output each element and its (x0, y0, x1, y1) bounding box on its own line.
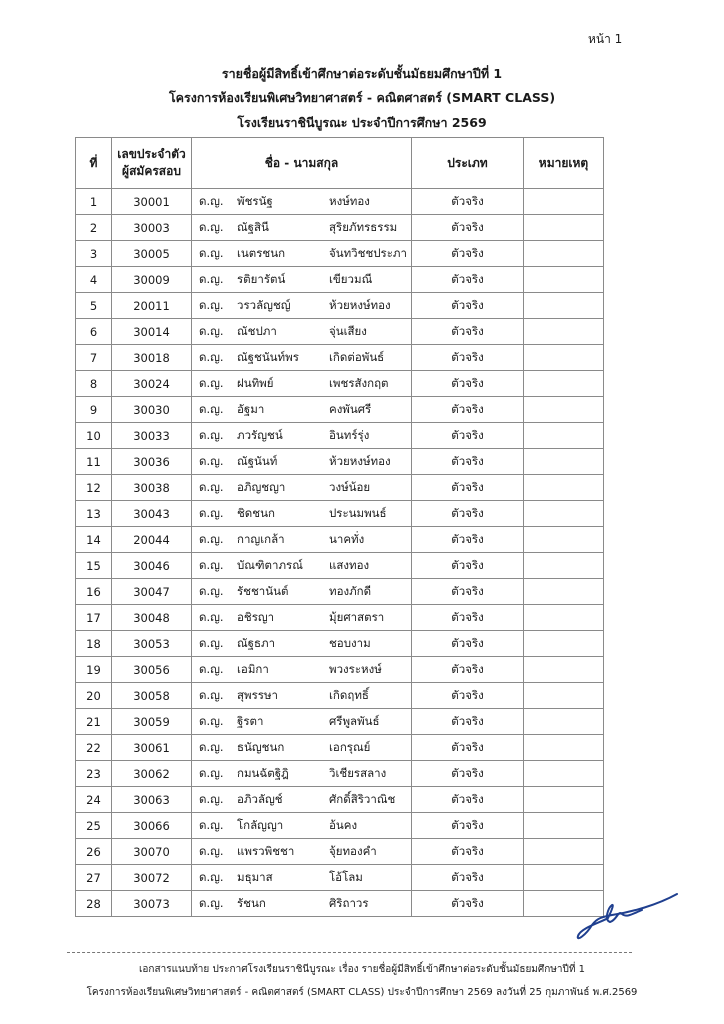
table-row (76, 605, 604, 631)
row-last-name: จันทวิชชประภา (329, 245, 407, 260)
footer-divider (67, 952, 632, 953)
row-name-cell (192, 319, 412, 345)
row-name-cell (192, 527, 412, 553)
table-row (76, 891, 604, 917)
row-note (524, 215, 604, 241)
row-first-name: ณัชปภา (237, 323, 277, 338)
row-type: ตัวจริง (412, 423, 524, 449)
row-applicant-id: 30073 (112, 891, 192, 917)
row-first-name: มธุมาส (237, 869, 273, 884)
table-row (76, 761, 604, 787)
row-name-cell (192, 475, 412, 501)
row-type: ตัวจริง (412, 475, 524, 501)
row-applicant-id: 30043 (112, 501, 192, 527)
row-no: 27 (76, 865, 112, 891)
col-header-id-line1: เลขประจำตัว (117, 147, 186, 161)
row-name-cell (192, 189, 412, 215)
row-name-cell (192, 839, 412, 865)
row-last-name: อ้นคง (329, 817, 358, 832)
row-applicant-id: 30038 (112, 475, 192, 501)
row-type: ตัวจริง (412, 605, 524, 631)
row-first-name: พัชรนัฐ (237, 193, 273, 208)
row-applicant-id: 30058 (112, 683, 192, 709)
row-first-name: ชิดชนก (237, 505, 275, 520)
row-type: ตัวจริง (412, 657, 524, 683)
table-row (76, 631, 604, 657)
row-type: ตัวจริง (412, 527, 524, 553)
row-type: ตัวจริง (412, 397, 524, 423)
row-type: ตัวจริง (412, 241, 524, 267)
row-last-name: เพชรสังกฤต (329, 375, 389, 390)
row-prefix: ด.ญ. (199, 479, 224, 494)
row-prefix: ด.ญ. (199, 245, 224, 260)
row-type: ตัวจริง (412, 891, 524, 917)
row-type: ตัวจริง (412, 735, 524, 761)
row-type: ตัวจริง (412, 345, 524, 371)
row-applicant-id: 30005 (112, 241, 192, 267)
row-first-name: ฐิรตา (237, 713, 264, 728)
row-type: ตัวจริง (412, 865, 524, 891)
table-row (76, 449, 604, 475)
table-row (76, 527, 604, 553)
row-prefix: ด.ญ. (199, 843, 224, 858)
row-no: 11 (76, 449, 112, 475)
row-type: ตัวจริง (412, 683, 524, 709)
table-row (76, 423, 604, 449)
row-note (524, 579, 604, 605)
row-type: ตัวจริง (412, 579, 524, 605)
row-name-cell (192, 423, 412, 449)
row-prefix: ด.ญ. (199, 401, 224, 416)
row-applicant-id: 30066 (112, 813, 192, 839)
row-name-cell (192, 553, 412, 579)
row-no: 22 (76, 735, 112, 761)
row-type: ตัวจริง (412, 319, 524, 345)
row-applicant-id: 30070 (112, 839, 192, 865)
row-prefix: ด.ญ. (199, 609, 224, 624)
row-type: ตัวจริง (412, 189, 524, 215)
row-name-cell (192, 813, 412, 839)
table-row (76, 501, 604, 527)
row-note (524, 423, 604, 449)
row-note (524, 241, 604, 267)
footer-line-1: เอกสารแนบท้าย ประกาศโรงเรียนราชินีบูรณะ เรื่อง รายชื่อผู้มีสิทธิ์เข้าศึกษาต่อระดับชั้นมัธยมศึกษาปีที่ 1 (139, 964, 585, 975)
row-applicant-id: 30048 (112, 605, 192, 631)
row-name-cell (192, 397, 412, 423)
table-row (76, 709, 604, 735)
row-note (524, 189, 604, 215)
row-applicant-id: 30063 (112, 787, 192, 813)
signature (572, 880, 682, 950)
row-no: 7 (76, 345, 112, 371)
row-prefix: ด.ญ. (199, 453, 224, 468)
row-no: 10 (76, 423, 112, 449)
row-last-name: เอกรุณย์ (329, 739, 371, 754)
row-type: ตัวจริง (412, 709, 524, 735)
row-note (524, 709, 604, 735)
row-prefix: ด.ญ. (199, 817, 224, 832)
row-name-cell (192, 657, 412, 683)
table-header-row (76, 138, 604, 189)
row-no: 3 (76, 241, 112, 267)
row-no: 26 (76, 839, 112, 865)
row-name-cell (192, 293, 412, 319)
row-applicant-id: 30059 (112, 709, 192, 735)
row-prefix: ด.ญ. (199, 791, 224, 806)
row-first-name: วรวลัญชญ์ (237, 297, 291, 312)
row-prefix: ด.ญ. (199, 323, 224, 338)
row-note (524, 319, 604, 345)
row-no: 13 (76, 501, 112, 527)
table-row (76, 735, 604, 761)
row-first-name: กมนฉัตฐิฎิ (237, 765, 289, 780)
row-no: 1 (76, 189, 112, 215)
row-no: 14 (76, 527, 112, 553)
row-first-name: ฝนทิพย์ (237, 375, 274, 390)
page-number: หน้า 1 (588, 32, 623, 46)
row-note (524, 371, 604, 397)
row-name-cell (192, 371, 412, 397)
col-header-id (112, 138, 192, 189)
row-no: 25 (76, 813, 112, 839)
row-applicant-id: 30001 (112, 189, 192, 215)
table-row (76, 267, 604, 293)
row-name-cell (192, 449, 412, 475)
row-last-name: แสงทอง (329, 557, 370, 572)
row-no: 6 (76, 319, 112, 345)
row-name-cell (192, 735, 412, 761)
row-prefix: ด.ญ. (199, 765, 224, 780)
row-first-name: อภิวลัญช์ (237, 791, 283, 806)
row-note (524, 501, 604, 527)
row-name-cell (192, 865, 412, 891)
row-note (524, 267, 604, 293)
row-type: ตัวจริง (412, 787, 524, 813)
row-name-cell (192, 709, 412, 735)
row-applicant-id: 20044 (112, 527, 192, 553)
table-row (76, 397, 604, 423)
table-row (76, 345, 604, 371)
row-no: 16 (76, 579, 112, 605)
row-name-cell (192, 267, 412, 293)
row-no: 18 (76, 631, 112, 657)
row-last-name: ห้วยหงษ์ทอง (329, 453, 391, 468)
document-title: รายชื่อผู้มีสิทธิ์เข้าศึกษาต่อระดับชั้นมัธยมศึกษาปีที่ 1 (221, 66, 503, 81)
row-note (524, 839, 604, 865)
row-no: 2 (76, 215, 112, 241)
school-title: โรงเรียนราชินีบูรณะ ประจำปีการศึกษา 2569 (237, 115, 487, 130)
row-last-name: มุ้ยศาสตรา (329, 609, 385, 624)
row-no: 20 (76, 683, 112, 709)
row-last-name: ชอบงาม (329, 635, 371, 650)
row-note (524, 605, 604, 631)
row-name-cell (192, 761, 412, 787)
row-prefix: ด.ญ. (199, 375, 224, 390)
student-list-table (75, 137, 604, 917)
row-last-name: ศักดิ์สิริวาณิช (329, 791, 396, 806)
row-prefix: ด.ญ. (199, 349, 224, 364)
col-header-id-line2: ผู้สมัครสอบ (122, 164, 181, 178)
table-row (76, 553, 604, 579)
row-applicant-id: 30053 (112, 631, 192, 657)
row-note (524, 813, 604, 839)
row-applicant-id: 30036 (112, 449, 192, 475)
row-last-name: ศรีพูลพันธ์ (329, 713, 380, 728)
row-note (524, 735, 604, 761)
row-first-name: ณัฐสินี (237, 219, 269, 234)
row-prefix: ด.ญ. (199, 713, 224, 728)
row-first-name: รัชนก (237, 895, 266, 910)
row-name-cell (192, 241, 412, 267)
row-prefix: ด.ญ. (199, 271, 224, 286)
row-applicant-id: 20011 (112, 293, 192, 319)
row-prefix: ด.ญ. (199, 531, 224, 546)
row-first-name: สุพรรษา (237, 687, 278, 702)
col-header-no: ที่ (76, 138, 112, 189)
row-last-name: หงษ์ทอง (329, 193, 370, 208)
row-note (524, 345, 604, 371)
row-first-name: เอมิกา (237, 661, 269, 676)
row-no: 8 (76, 371, 112, 397)
row-type: ตัวจริง (412, 813, 524, 839)
row-prefix: ด.ญ. (199, 193, 224, 208)
row-name-cell (192, 345, 412, 371)
table-row (76, 371, 604, 397)
row-applicant-id: 30003 (112, 215, 192, 241)
row-last-name: คงพันศรี (329, 401, 372, 416)
footer-line-2: โครงการห้องเรียนพิเศษวิทยาศาสตร์ - คณิตศาสตร์ (SMART CLASS) ประจำปีการศึกษา 2569 ลงวันที่ 25 กุมภาพันธ์ พ.ศ.2569 (86, 987, 638, 998)
table-row (76, 215, 604, 241)
row-note (524, 475, 604, 501)
row-first-name: โกลัญญา (237, 817, 284, 832)
row-no: 4 (76, 267, 112, 293)
row-no: 15 (76, 553, 112, 579)
table-row (76, 189, 604, 215)
row-first-name: ภวรัญชน์ (237, 427, 283, 442)
row-last-name: เกิดต่อพันธ์ (329, 349, 385, 364)
row-applicant-id: 30046 (112, 553, 192, 579)
row-applicant-id: 30056 (112, 657, 192, 683)
row-type: ตัวจริง (412, 631, 524, 657)
row-first-name: บัณฑิตาภรณ์ (237, 557, 303, 572)
row-first-name: อัฐมา (237, 401, 265, 416)
row-type: ตัวจริง (412, 761, 524, 787)
row-first-name: แพรวพิชชา (237, 843, 295, 858)
row-first-name: รัชชานันต์ (237, 583, 289, 598)
row-last-name: อินทร์รุ่ง (329, 427, 370, 442)
row-first-name: ณัฐธภา (237, 635, 276, 650)
row-prefix: ด.ญ. (199, 505, 224, 520)
row-prefix: ด.ญ. (199, 219, 224, 234)
table-row (76, 293, 604, 319)
row-note (524, 787, 604, 813)
row-no: 9 (76, 397, 112, 423)
row-name-cell (192, 215, 412, 241)
project-title: โครงการห้องเรียนพิเศษวิทยาศาสตร์ - คณิตศาสตร์ (SMART CLASS) (168, 90, 556, 105)
row-prefix: ด.ญ. (199, 739, 224, 754)
row-no: 28 (76, 891, 112, 917)
row-note (524, 293, 604, 319)
table-row (76, 787, 604, 813)
row-last-name: สุริยภัทรธรรม (329, 219, 398, 234)
col-header-note: หมายเหตุ (524, 138, 604, 189)
row-last-name: จุ้ยทองคำ (329, 843, 377, 858)
row-name-cell (192, 579, 412, 605)
row-last-name: จุ่นเสียง (329, 323, 367, 338)
row-last-name: ประนมพนธ์ (329, 505, 387, 520)
table-body (76, 189, 604, 917)
row-prefix: ด.ญ. (199, 687, 224, 702)
row-applicant-id: 30030 (112, 397, 192, 423)
row-applicant-id: 30072 (112, 865, 192, 891)
row-note (524, 657, 604, 683)
row-type: ตัวจริง (412, 553, 524, 579)
row-prefix: ด.ญ. (199, 661, 224, 676)
row-name-cell (192, 683, 412, 709)
row-last-name: วงษ์น้อย (329, 479, 371, 494)
row-type: ตัวจริง (412, 371, 524, 397)
table-row (76, 475, 604, 501)
row-type: ตัวจริง (412, 267, 524, 293)
row-applicant-id: 30047 (112, 579, 192, 605)
row-first-name: ณัฐนันท์ (237, 453, 278, 468)
row-note (524, 683, 604, 709)
row-last-name: โอ้โลม (329, 869, 363, 884)
row-applicant-id: 30024 (112, 371, 192, 397)
row-name-cell (192, 631, 412, 657)
row-no: 17 (76, 605, 112, 631)
row-note (524, 527, 604, 553)
row-applicant-id: 30062 (112, 761, 192, 787)
row-no: 12 (76, 475, 112, 501)
row-applicant-id: 30014 (112, 319, 192, 345)
row-last-name: วิเชียรสลาง (329, 765, 387, 780)
row-prefix: ด.ญ. (199, 869, 224, 884)
row-last-name: เกิดฤทธิ์ (329, 687, 369, 702)
row-applicant-id: 30009 (112, 267, 192, 293)
row-applicant-id: 30018 (112, 345, 192, 371)
row-first-name: ณัฐชนันท์พร (237, 349, 299, 364)
row-no: 5 (76, 293, 112, 319)
row-name-cell (192, 501, 412, 527)
row-type: ตัวจริง (412, 215, 524, 241)
row-name-cell (192, 787, 412, 813)
row-name-cell (192, 891, 412, 917)
row-note (524, 553, 604, 579)
col-header-name: ชื่อ - นามสกุล (192, 138, 412, 189)
row-last-name: ทองภักดี (329, 583, 372, 598)
row-no: 19 (76, 657, 112, 683)
row-note (524, 761, 604, 787)
table-row (76, 319, 604, 345)
table-row (76, 579, 604, 605)
row-type: ตัวจริง (412, 449, 524, 475)
row-last-name: ศิริถาวร (329, 895, 369, 910)
row-prefix: ด.ญ. (199, 895, 224, 910)
row-first-name: อชิรญา (237, 609, 275, 624)
row-first-name: ธนัญชนก (237, 739, 285, 754)
table-row (76, 839, 604, 865)
row-first-name: อภิญชญา (237, 479, 286, 494)
row-no: 21 (76, 709, 112, 735)
table-row (76, 657, 604, 683)
row-name-cell (192, 605, 412, 631)
row-prefix: ด.ญ. (199, 297, 224, 312)
row-last-name: เขียวมณี (329, 271, 373, 286)
table-row (76, 813, 604, 839)
row-first-name: เนตรชนก (237, 245, 286, 260)
row-prefix: ด.ญ. (199, 427, 224, 442)
row-note (524, 449, 604, 475)
row-last-name: พวงระหงษ์ (329, 661, 382, 676)
row-applicant-id: 30061 (112, 735, 192, 761)
row-applicant-id: 30033 (112, 423, 192, 449)
row-note (524, 397, 604, 423)
col-header-type: ประเภท (412, 138, 524, 189)
row-prefix: ด.ญ. (199, 635, 224, 650)
table-row (76, 683, 604, 709)
row-prefix: ด.ญ. (199, 583, 224, 598)
row-type: ตัวจริง (412, 293, 524, 319)
table-row (76, 865, 604, 891)
row-prefix: ด.ญ. (199, 557, 224, 572)
row-note (524, 631, 604, 657)
row-no: 23 (76, 761, 112, 787)
row-type: ตัวจริง (412, 501, 524, 527)
row-no: 24 (76, 787, 112, 813)
row-type: ตัวจริง (412, 839, 524, 865)
table-row (76, 241, 604, 267)
row-first-name: รติยารัตน์ (237, 271, 286, 286)
row-first-name: กาญเกล้า (237, 531, 285, 546)
row-last-name: นาคทั่ง (329, 531, 365, 546)
row-last-name: ห้วยหงษ์ทอง (329, 297, 391, 312)
